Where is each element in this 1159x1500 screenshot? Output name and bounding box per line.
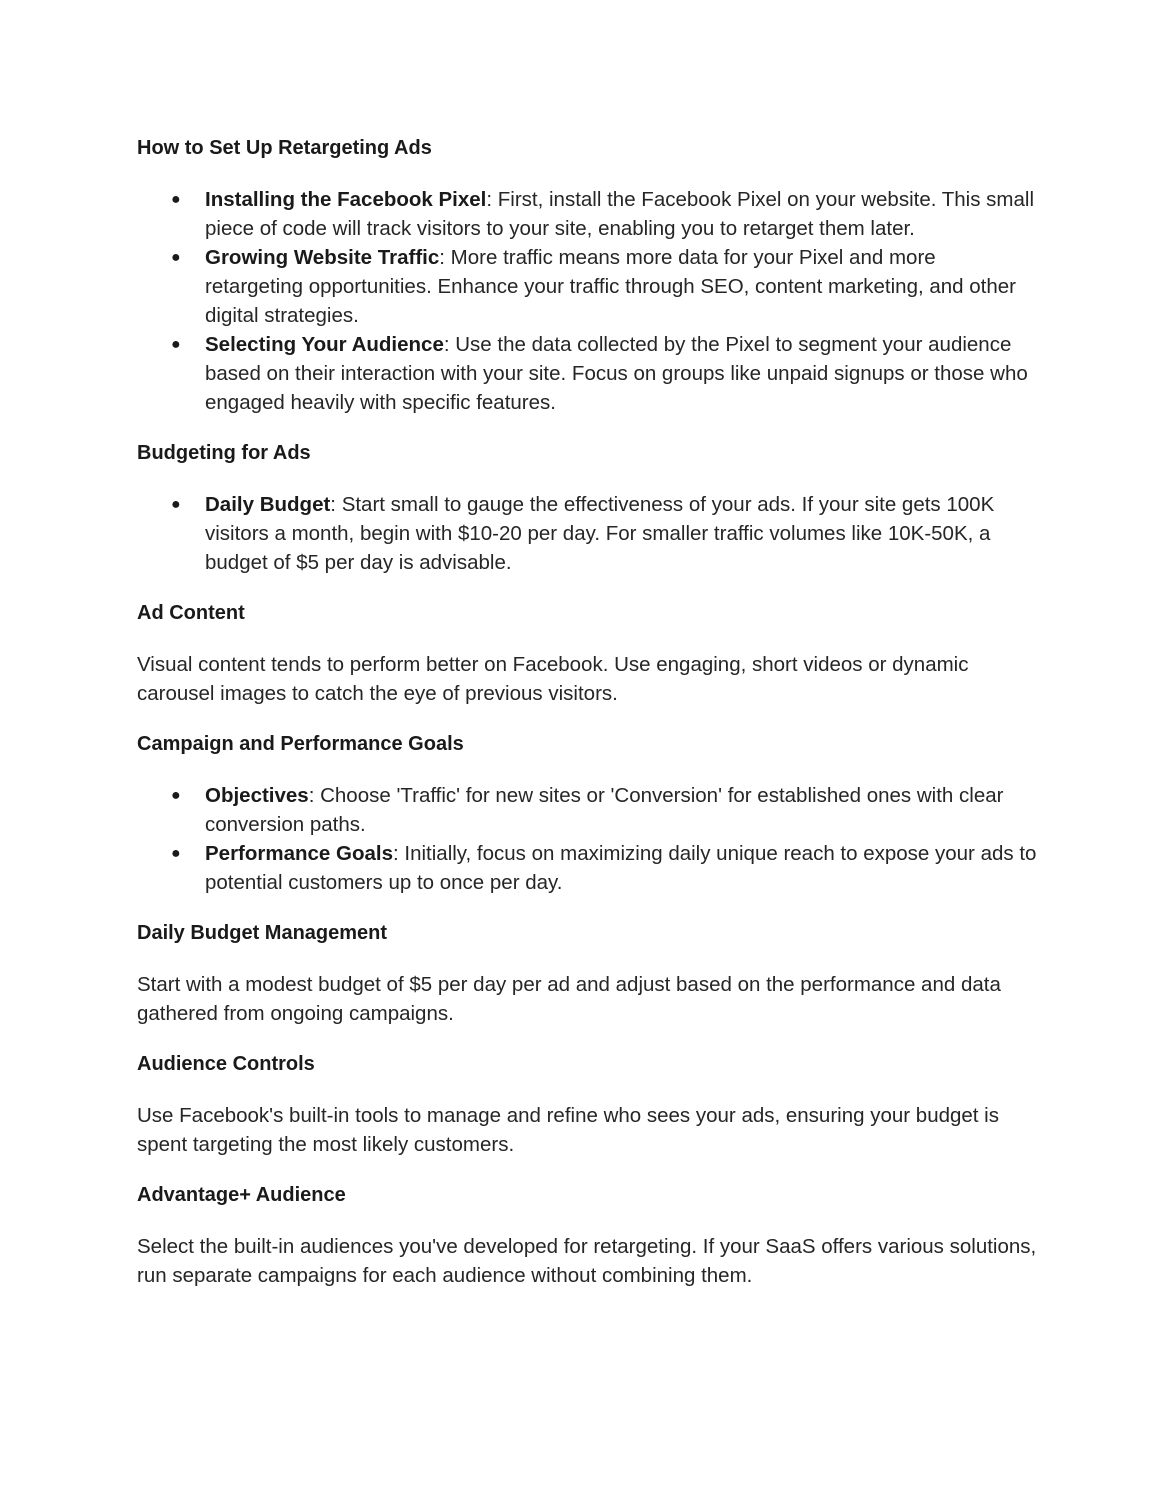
section-heading: How to Set Up Retargeting Ads <box>137 137 432 159</box>
bullet-icon: ● <box>171 249 181 266</box>
section-paragraph: Start with a modest budget of $5 per day per ad and adjust based on the performance and data gathered from ongoing campaigns. <box>137 973 1001 1025</box>
bullet-text: : Initially, focus on maximizing daily unique reach to expose your ads to potential customers up to once per day. <box>205 842 1037 894</box>
bullet-text: : Use the data collected by the Pixel to segment your audience based on their interaction with your site. Focus on groups like unpaid signups or those who engaged heavily with specific features. <box>205 333 1028 414</box>
list-item <box>137 781 1037 839</box>
section-heading: Daily Budget Management <box>137 922 388 944</box>
bullet-term: Installing the Facebook Pixel <box>205 188 487 211</box>
section-paragraph: Visual content tends to perform better on Facebook. Use engaging, short videos or dynamic carousel images to catch the eye of previous visitors. <box>137 653 969 705</box>
bullet-icon: ● <box>171 787 181 804</box>
list-item <box>137 330 1037 417</box>
bullet-list <box>137 781 1037 897</box>
bullet-term: Growing Website Traffic <box>205 246 440 269</box>
list-item <box>137 185 1037 243</box>
document-page <box>137 134 1037 1290</box>
section-paragraph: Use Facebook's built-in tools to manage and refine who sees your ads, ensuring your budget is spent targeting the most likely customers. <box>137 1104 999 1156</box>
bullet-list <box>137 185 1037 417</box>
list-item <box>137 243 1037 330</box>
section-paragraph: Select the built-in audiences you've developed for retargeting. If your SaaS offers various solutions, run separate campaigns for each audience without combining them. <box>137 1235 1037 1287</box>
section-heading: Campaign and Performance Goals <box>137 733 464 755</box>
bullet-text: : Start small to gauge the effectiveness of your ads. If your site gets 100K visitors a month, begin with $10-20 per day. For smaller traffic volumes like 10K-50K, a budget of $5 per day is advisable. <box>205 493 995 574</box>
section-heading: Advantage+ Audience <box>137 1184 346 1206</box>
bullet-text: : Choose 'Traffic' for new sites or 'Conversion' for established ones with clear conversion paths. <box>205 784 1004 836</box>
bullet-icon: ● <box>171 845 181 862</box>
bullet-text: : More traffic means more data for your Pixel and more retargeting opportunities. Enhance your traffic through SEO, content marketing, and other digital strategies. <box>205 246 1016 327</box>
bullet-text: : First, install the Facebook Pixel on your website. This small piece of code will track visitors to your site, enabling you to retarget them later. <box>205 188 1035 240</box>
bullet-term: Daily Budget <box>205 493 331 516</box>
section-heading: Audience Controls <box>137 1053 315 1075</box>
bullet-term: Selecting Your Audience <box>205 333 444 356</box>
list-item <box>137 839 1037 897</box>
section-heading: Ad Content <box>137 602 245 624</box>
bullet-icon: ● <box>171 496 181 513</box>
list-item <box>137 490 1037 577</box>
bullet-icon: ● <box>171 191 181 208</box>
section-heading: Budgeting for Ads <box>137 442 311 464</box>
bullet-icon: ● <box>171 336 181 353</box>
bullet-term: Objectives <box>205 784 309 807</box>
bullet-term: Performance Goals <box>205 842 393 865</box>
bullet-list <box>137 490 1037 577</box>
